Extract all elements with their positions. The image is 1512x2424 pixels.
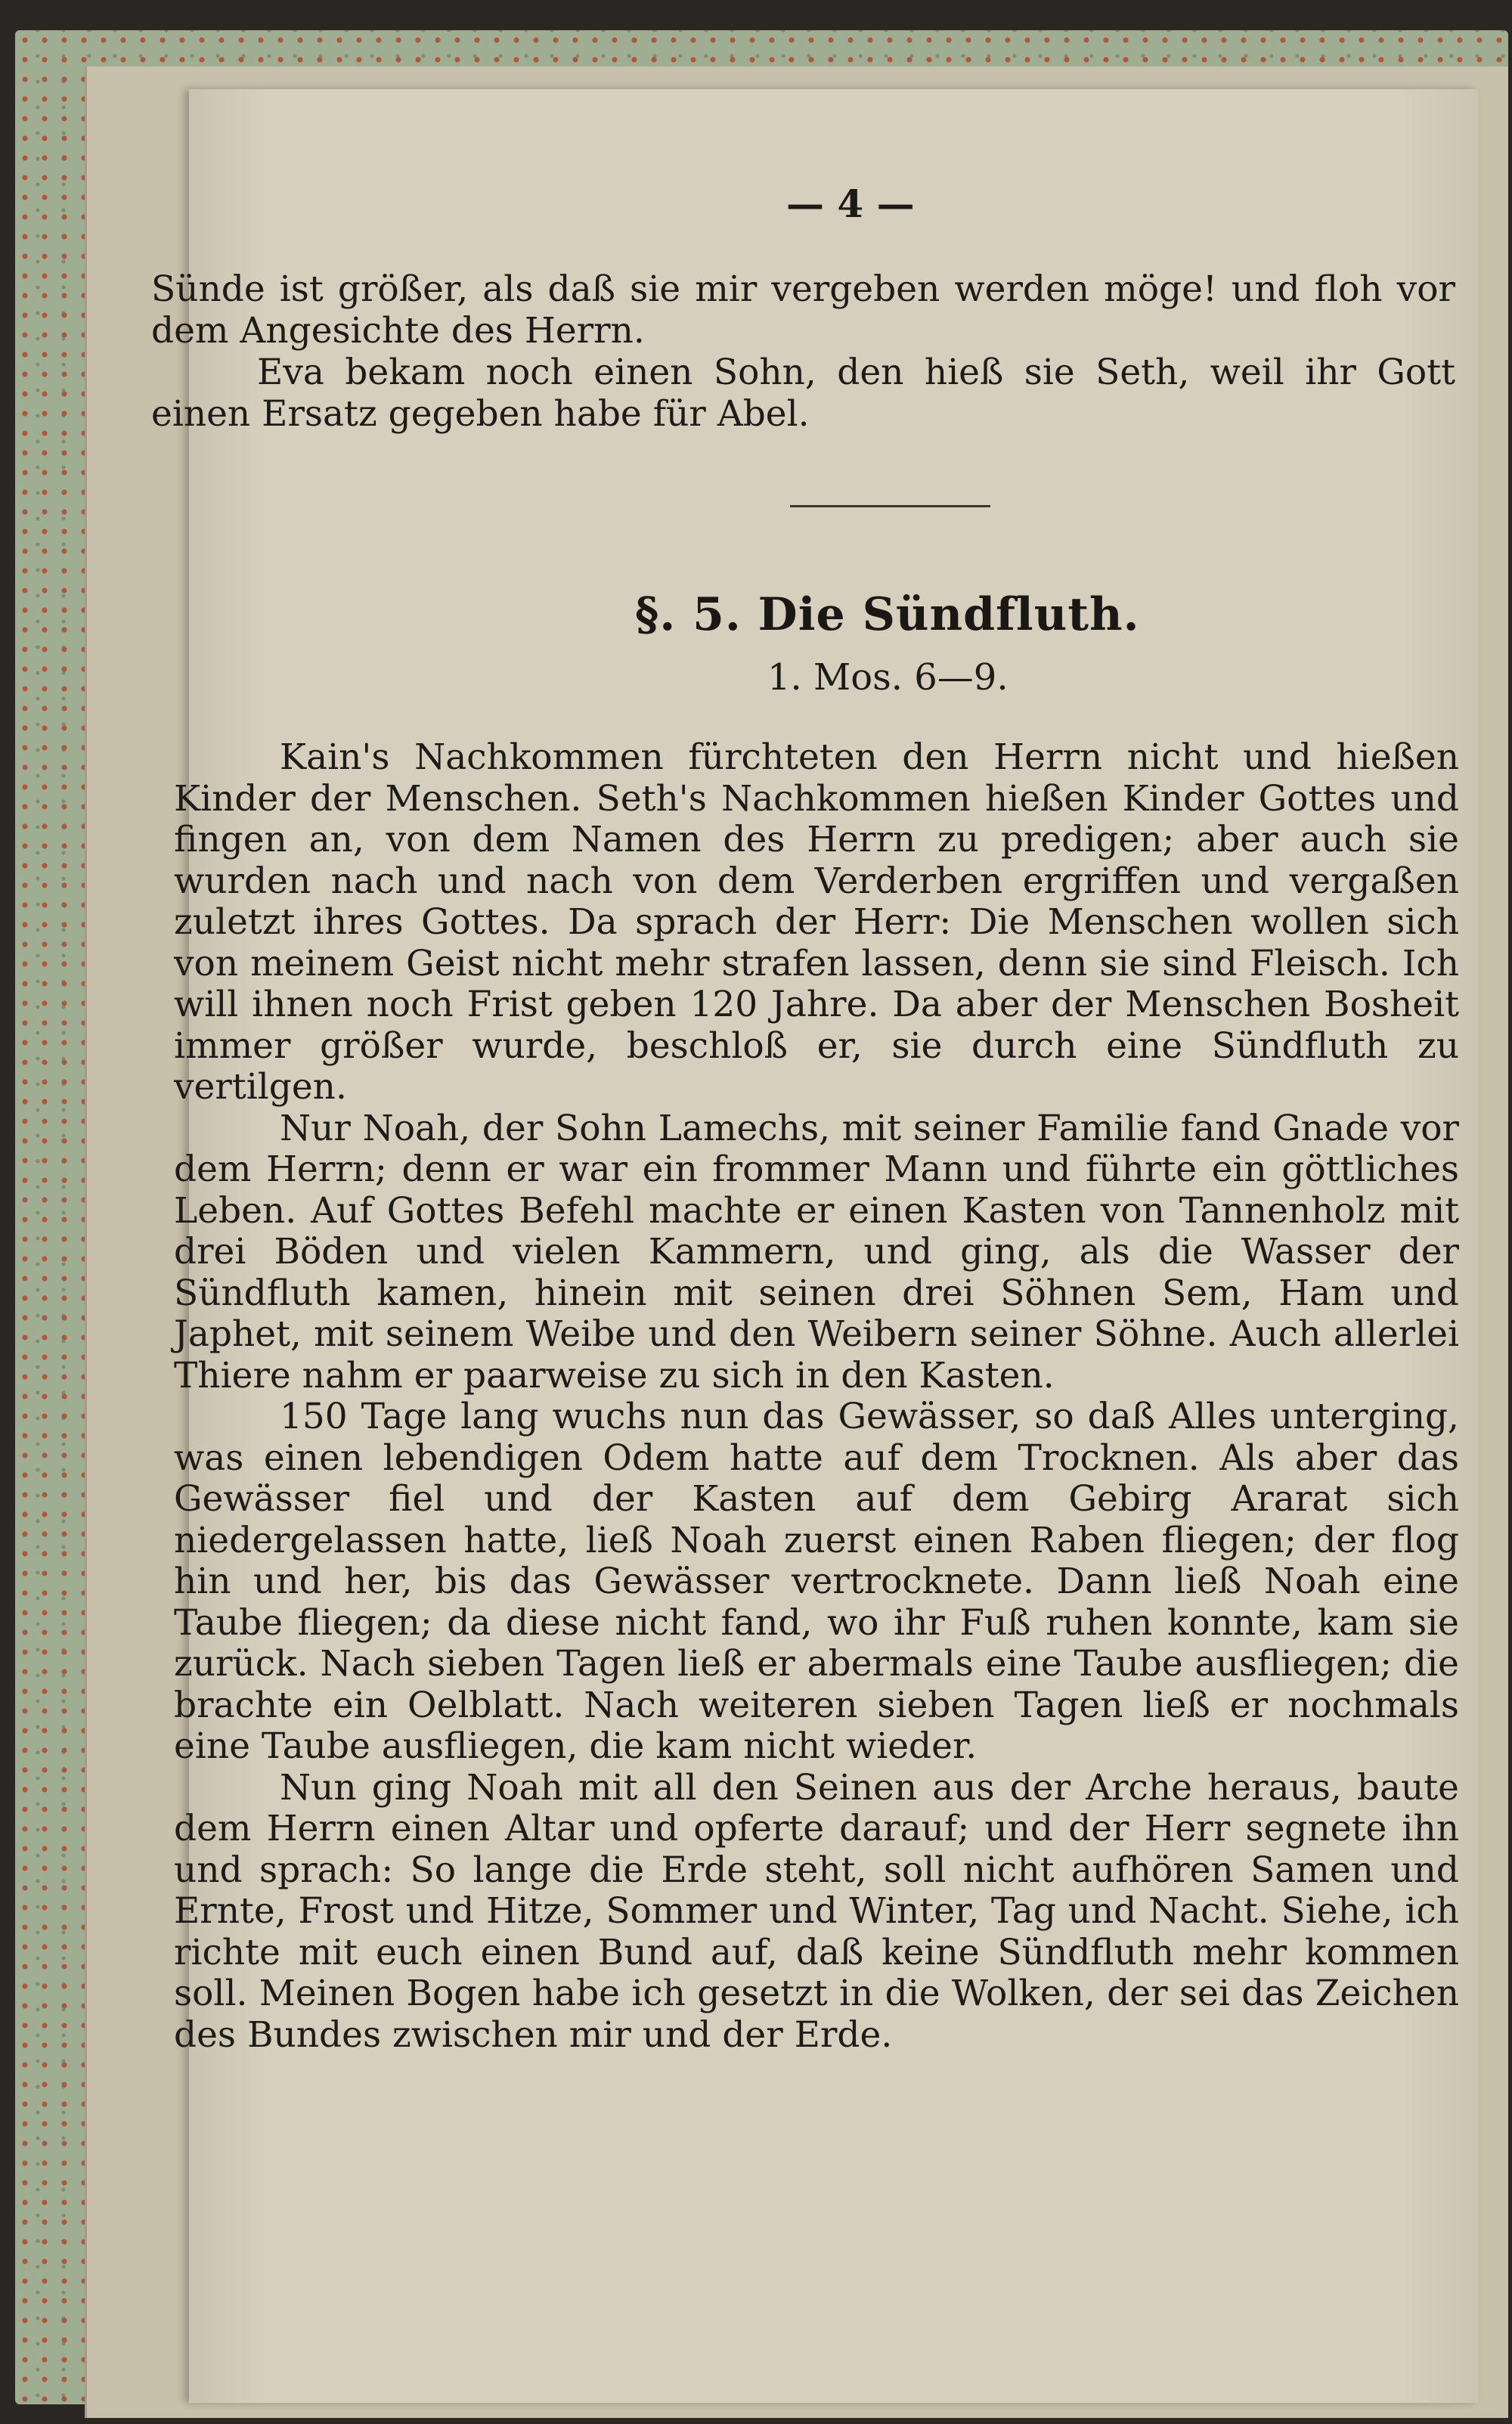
paragraph: Sünde ist größer, als daß sie mir vergeben werden möge! und floh vor dem Angesichte des Herrn. — [151, 268, 1455, 352]
section-divider — [790, 505, 990, 507]
page-number: — 4 — — [786, 181, 915, 226]
paragraph: 150 Tage lang wuchs nun das Gewässer, so daß Alles unterging, was einen lebendigen Odem hatte auf dem Trocknen. Als aber das Gewässer fiel und der Kasten auf dem Gebirg Ararat sich niedergelassen hatte, ließ Noah zuerst einen Raben fliegen; der flog hin und her, bis das Gewässer vertrocknete. Dann ließ Noah eine Taube fliegen; da diese nicht fand, wo ihr Fuß ruhen konnte, kam sie zurück. Nach sieben Tagen ließ er abermals eine Taube ausfliegen; die brachte ein Oelblatt. Nach weiteren sieben Tagen ließ er nochmals eine Taube ausfliegen, die kam nicht wieder. — [174, 1396, 1459, 1767]
paragraph: Eva bekam noch einen Sohn, den hieß sie Seth, weil ihr Gott einen Ersatz gegeben habe für Abel. — [151, 352, 1455, 435]
section-title: §. 5. Die Sündfluth. — [635, 588, 1140, 641]
paragraph: Nur Noah, der Sohn Lamechs, mit seiner Familie fand Gnade vor dem Herrn; denn er war ein frommer Mann und führte ein göttliches Leben. Auf Gottes Befehl machte er einen Kasten von Tannenholz mit drei Böden und vielen Kammern, und ging, als die Wasser der Sündfluth kamen, hinein mit seinen drei Söhnen Sem, Ham und Japhet, mit seinem Weibe und den Weibern seiner Söhne. Auch allerlei Thiere nahm er paarweise zu sich in den Kasten. — [174, 1107, 1459, 1396]
paragraph: Nun ging Noah mit all den Seinen aus der Arche heraus, baute dem Herrn einen Altar und opferte darauf; und der Herr segnete ihn und sprach: So lange die Erde steht, soll nicht aufhören Samen und Ernte, Frost und Hitze, Sommer und Winter, Tag und Nacht. Siehe, ich richte mit euch einen Bund auf, daß keine Sündfluth mehr kommen soll. Meinen Bogen habe ich gesetzt in die Wolken, der sei das Zeichen des Bundes zwischen mir und der Erde. — [174, 1766, 1459, 2056]
top-text — [151, 268, 1455, 435]
section-body — [174, 737, 1459, 2056]
paragraph: Kain's Nachkommen fürchteten den Herrn nicht und hießen Kinder der Menschen. Seth's Nachkommen hießen Kinder Gottes und fingen an, von dem Namen des Herrn zu predigen; aber auch sie wurden nach und nach von dem Verderben ergriffen und vergaßen zuletzt ihres Gottes. Da sprach der Herr: Die Menschen wollen sich von meinem Geist nicht mehr strafen lassen, denn sie sind Fleisch. Ich will ihnen noch Frist geben 120 Jahre. Da aber der Menschen Bosheit immer größer wurde, beschloß er, sie durch eine Sündfluth zu vertilgen. — [174, 736, 1459, 1108]
section-reference: 1. Mos. 6—9. — [767, 656, 1009, 699]
